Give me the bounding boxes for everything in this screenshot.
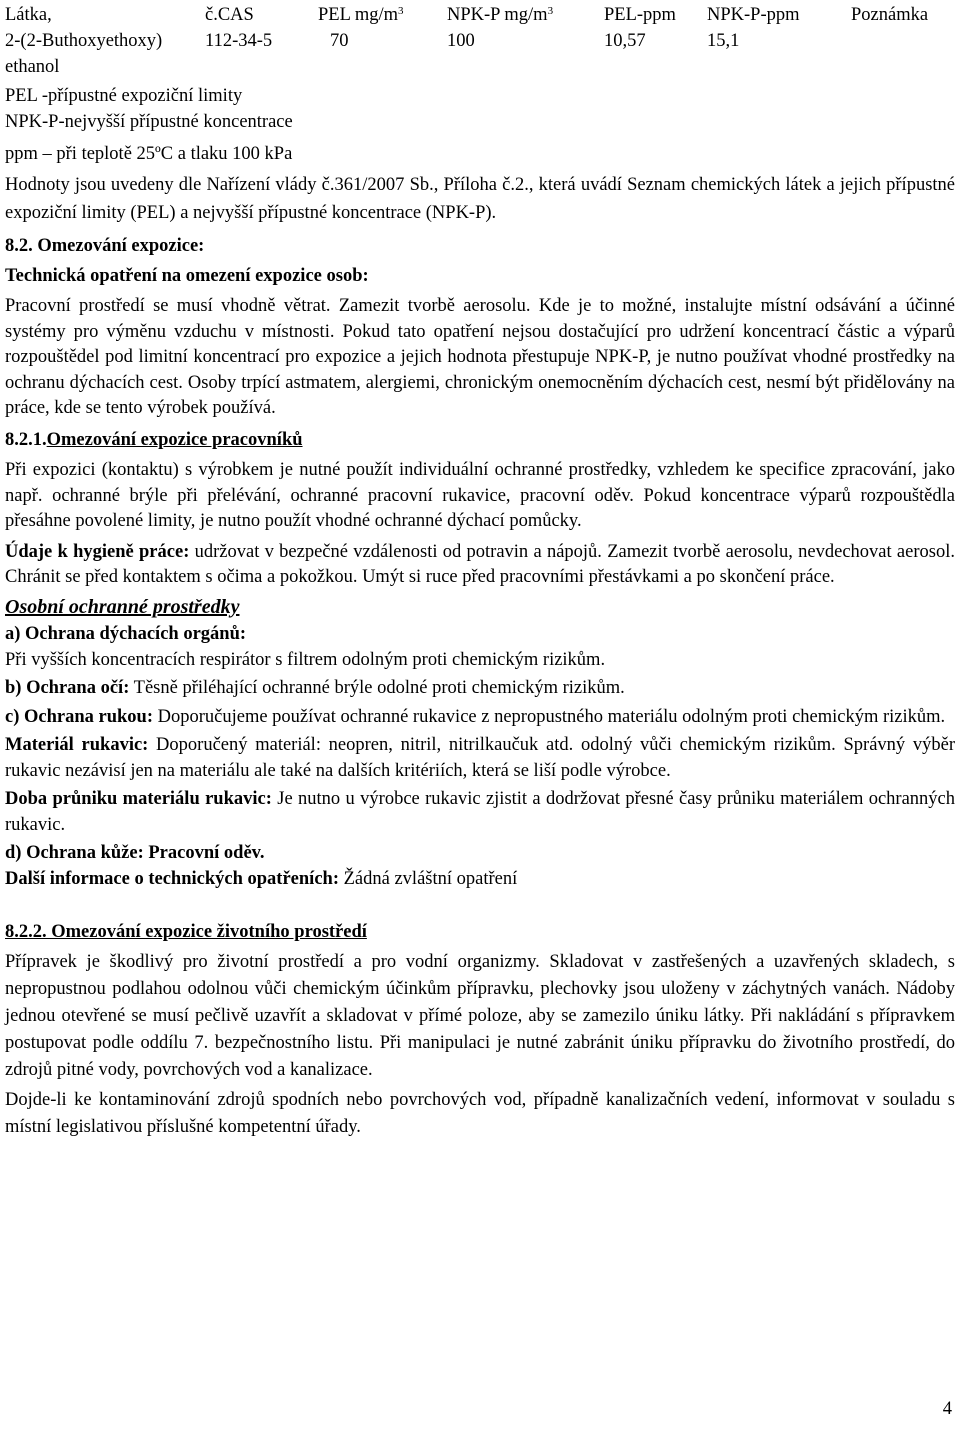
section-8-2-1-title: 8.2.1.Omezování expozice pracovníků	[5, 429, 303, 450]
section-8-2-2-title: 8.2.2. Omezování expozice životního prostředí	[5, 922, 367, 942]
table-cell-pel-mg: 70	[330, 31, 349, 51]
note-npk: NPK-P-nejvyšší přípustné koncentrace	[5, 112, 293, 132]
table-cell-pel-ppm: 10,57	[604, 31, 646, 51]
hygiene-paragraph: Údaje k hygieně práce: udržovat v bezpečné vzdálenosti od potravin a nápojů. Zamezit tvorbě aerosolu, nevdechovat aerosol. Chránit se před kontaktem s očima a pokožkou. Umýt si ruce před pracovními přestávkami a po skončení práce.	[5, 541, 955, 587]
section-8-2-2-paragraph: Přípravek je škodlivý pro životní prostředí a pro vodní organizmy. Skladovat v zastřešených a uzavřených skladech, s nepropustnou podlahou odolnou vůči chemickým účinkům přípravku, plechovky jsou uloženy v záchytných vanách. Nádoby jednou otevřené se musí pečlivě uzavřít a skladovat v přímé poloze, aby se zamezilo úniku látky. Při nakládání s přípravkem postupovat podle oddílu 7. bezpečnostního listu. Při manipulaci je nutné zabránit úniku přípravku do životního prostředí, do zdrojů pitné vody, povrchových vod a kanalizace.	[5, 951, 955, 1080]
table-header-substance: Látka,	[5, 5, 52, 25]
respiratory-protection-text: Při vyšších koncentracích respirátor s filtrem odolným proti chemickým rizikům.	[5, 649, 606, 670]
section-8-2-2-paragraph-2: Dojde-li ke kontaminování zdrojů spodních nebo povrchových vod, případně kanalizačních vedení, informovat v souladu s místní legislativou příslušné kompetentní úřady.	[5, 1089, 955, 1137]
section-8-2-1-paragraph: Při expozici (kontaktu) s výrobkem je nutné použít individuální ochranné prostředky, vzhledem ke specifice zpracování, jako např. ochranné brýle při přelévání, ochranné pracovní rukavice, pracovní oděv. Pokud koncentrace výparů rozpouštědla přesáhne povolené limity, je nutno použít vhodné ochranné dýchací pomůcky.	[5, 460, 955, 531]
table-header-pel-mg: PEL $mg/m^3$	[318, 5, 404, 25]
page-number: 4	[942, 1399, 952, 1419]
document-body	[5, 171, 955, 1141]
glove-material: Materiál rukavic: Doporučený materiál: neopren, nitril, nitrilkaučuk atd. odolný vůči chemickým rizikům. Správný výběr rukavic nezávisí jen na materiálu ale také na dalších kritériích, která se liší podle výrobce.	[5, 735, 955, 781]
table-cell-substance-cont: ethanol	[5, 57, 60, 77]
table-header-npk-mg: NPK-P $mg/m^3$	[447, 5, 554, 25]
hodnoty-paragraph: Hodnoty jsou uvedeny dle Nařízení vlády č.361/2007 Sb., Příloha č.2., která uvádí Seznam chemických látek a jejich přípustné expoziční limity (PEL) a nejvyšší přípustné koncentrace (NPK-P).	[5, 175, 955, 223]
table-header-cas: č.CAS	[205, 5, 254, 25]
eye-protection: b) Ochrana očí: Těsně přiléhající ochranné brýle odolné proti chemickým rizikům.	[5, 678, 625, 698]
skin-protection: d) Ochrana kůže: Pracovní oděv.	[5, 843, 265, 863]
respiratory-protection-label: a) Ochrana dýchacích orgánů:	[5, 624, 247, 644]
section-8-2-subtitle: Technická opatření na omezení expozice osob:	[5, 265, 369, 286]
section-8-2-paragraph: Pracovní prostředí se musí vhodně větrat. Zamezit tvorbě aerosolu. Kde je to možné, instalujte místní odsávání a účinné systémy pro výměnu vzduchu v místnosti. Pokud tato opatření nejsou dostačující pro udržení koncentrací částic a výparů rozpouštědel pod limitní koncentrací pro expozice a jejich hodnota přestupuje NPK-P, je nutno používat vhodné prostředky na ochranu dýchacích cest. Osoby trpící astmatem, alergiemi, chronickým onemocněním dýchacích cest, nesmí být přidělovány na práce, kde se tento výrobek používá.	[5, 296, 955, 418]
table-header-note: Poznámka	[851, 5, 929, 25]
section-8-2-title: 8.2. Omezování expozice:	[5, 236, 205, 256]
table-cell-npk-mg: 100	[447, 31, 475, 51]
ppe-heading: Osobní ochranné prostředky	[5, 595, 240, 618]
table-header-pel-ppm: PEL-ppm	[604, 5, 676, 25]
table-cell-cas: 112-34-5	[205, 31, 273, 51]
table-cell-npk-ppm: 15,1	[707, 31, 740, 51]
note-pel: PEL -přípustné expoziční limity	[5, 86, 243, 106]
hand-protection: c) Ochrana rukou: Doporučujeme používat ochranné rukavice z nepropustného materiálu odolným proti chemickým rizikům.	[5, 706, 946, 727]
further-info: Další informace o technických opatřeních: Žádná zvláštní opatření	[5, 868, 518, 889]
glove-breakthrough: Doba průniku materiálu rukavic: Je nutno u výrobce rukavic zjistit a dodržovat přesné časy průniku materiálem ochranných rukavic.	[5, 789, 955, 835]
note-ppm: ppm – při teplotě 25ºC a tlaku 100 kPa	[5, 144, 293, 164]
table-cell-substance: 2-(2-Buthoxyethoxy)	[5, 31, 163, 51]
table-header-npk-ppm: NPK-P-ppm	[707, 5, 800, 25]
